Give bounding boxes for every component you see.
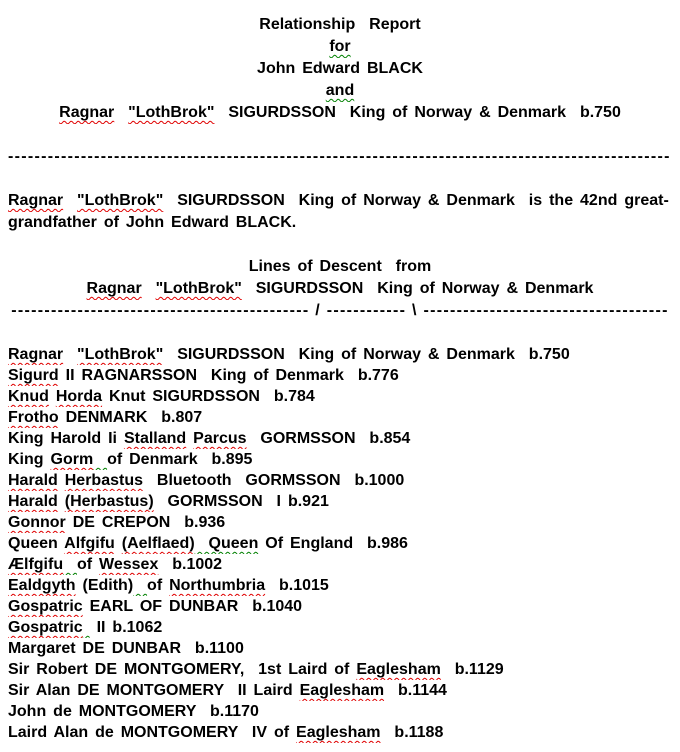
- text-segment: SIGURDSSON King of Norway & Denmark: [241, 280, 594, 297]
- blank-line: [8, 234, 672, 256]
- misspelled-word: "LothBrok": [128, 104, 215, 121]
- descent-lines-list: [8, 344, 672, 743]
- text-segment: [58, 472, 65, 489]
- misspelled-word: Knud: [8, 388, 49, 405]
- grammar-flagged-text: [93, 451, 107, 468]
- text-segment: GORMSSON b.854: [246, 430, 411, 447]
- grammar-flagged-text: and: [325, 82, 355, 99]
- text-segment: Sir Alan DE MONTGOMERY II Laird: [8, 682, 300, 699]
- descent-line: [8, 596, 672, 617]
- grammar-flagged-text: [63, 556, 77, 573]
- title-line: [8, 14, 672, 36]
- grammar-flagged-text: [133, 577, 147, 594]
- text-segment: John de MONTGOMERY b.1170: [8, 703, 259, 720]
- descent-line: [8, 407, 672, 428]
- misspelled-word: Frotho: [8, 409, 59, 426]
- misspelled-word: Eaglesham: [296, 724, 381, 741]
- misspelled-word: Ragnar: [59, 104, 115, 121]
- misspelled-word: Harald: [8, 472, 58, 489]
- summary-line: [8, 212, 672, 234]
- text-segment: GORMSSON I b.921: [153, 493, 329, 510]
- misspelled-word: Horda: [55, 388, 103, 405]
- misspelled-word: (Aelflaed): [121, 535, 195, 552]
- text-segment: II RAGNARSSON King of Denmark b.776: [58, 367, 399, 384]
- text-segment: (Edith): [75, 577, 134, 594]
- text-segment: of: [76, 556, 100, 573]
- descent-split-rule: --------------------------------------------- / ------------ \ -------------------------------------: [11, 302, 669, 319]
- descent-line: [8, 428, 672, 449]
- misspelled-word: Ealdgyth: [8, 577, 76, 594]
- text-segment: Sir Robert DE MONTGOMERY, 1st Laird of: [8, 661, 357, 678]
- text-segment: grandfather of John Edward BLACK.: [8, 214, 297, 231]
- misspelled-word: (Herbastus): [64, 493, 154, 510]
- text-segment: [58, 493, 65, 510]
- summary-line: [8, 190, 672, 212]
- misspelled-word: Eaglesham: [356, 661, 441, 678]
- descent-line: [8, 365, 672, 386]
- misspelled-word: Wessex: [99, 556, 159, 573]
- descent-line: [8, 575, 672, 596]
- text-segment: b.1144: [384, 682, 447, 699]
- heading-line: [8, 256, 672, 278]
- text-segment: Queen: [8, 535, 65, 552]
- misspelled-word: Harald: [8, 493, 58, 510]
- text-segment: King: [8, 451, 51, 468]
- text-segment: [114, 104, 128, 121]
- descent-line: [8, 344, 672, 365]
- text-segment: Margaret DE DUNBAR b.1100: [8, 640, 244, 657]
- blank-line: [8, 322, 672, 344]
- text-segment: Bluetooth GORMSSON b.1000: [143, 472, 405, 489]
- title-line: [8, 36, 672, 58]
- text-segment: Of England b.986: [258, 535, 408, 552]
- text-segment: DE CREPON b.936: [65, 514, 226, 531]
- text-segment: [142, 280, 156, 297]
- text-segment: SIGURDSSON King of Norway & Denmark b.750: [214, 104, 621, 121]
- misspelled-word: Ragnar: [8, 192, 64, 209]
- text-segment: Laird Alan de MONTGOMERY IV of: [8, 724, 297, 741]
- text-segment: of Denmark b.895: [107, 451, 253, 468]
- descent-line: [8, 533, 672, 554]
- text-segment: SIGURDSSON King of Norway & Denmark b.750: [163, 346, 570, 363]
- descent-line: [8, 491, 672, 512]
- text-segment: of: [147, 577, 170, 594]
- text-segment: John Edward BLACK: [257, 60, 423, 77]
- text-segment: King Harold Ii: [8, 430, 124, 447]
- misspelled-word: Gorm: [50, 451, 94, 468]
- descent-line: [8, 680, 672, 701]
- misspelled-word: Stalland: [123, 430, 187, 447]
- text-segment: b.1129: [440, 661, 504, 678]
- text-segment: b.1015: [265, 577, 329, 594]
- text-segment: [49, 388, 56, 405]
- descent-line: [8, 659, 672, 680]
- text-segment: [63, 346, 77, 363]
- blank-line: [8, 168, 672, 190]
- text-segment: b.1188: [380, 724, 444, 741]
- grammar-flagged-text: for: [329, 38, 351, 55]
- horizontal-rule-dashes: ----------------------------------------------------------------------------------------------------: [8, 148, 671, 165]
- descent-line: [8, 701, 672, 722]
- text-segment: DENMARK b.807: [58, 409, 203, 426]
- descent-line: [8, 617, 672, 638]
- misspelled-word: Northumbria: [169, 577, 266, 594]
- text-segment: SIGURDSSON King of Norway & Denmark is the 42nd great-: [163, 192, 669, 209]
- text-segment: [115, 535, 122, 552]
- text-segment: b.1002: [158, 556, 223, 573]
- misspelled-word: "LothBrok": [77, 192, 164, 209]
- descent-line: [8, 554, 672, 575]
- misspelled-word: Gonnor: [8, 514, 66, 531]
- misspelled-word: Ælfgifu: [8, 556, 64, 573]
- lines-of-descent-heading: [8, 256, 672, 300]
- text-segment: II b.1062: [89, 619, 163, 636]
- text-segment: EARL OF DUNBAR b.1040: [82, 598, 303, 615]
- misspelled-word: Eaglesham: [299, 682, 385, 699]
- text-segment: [63, 192, 77, 209]
- title-line: [8, 80, 672, 102]
- misspelled-word: Gospatric: [8, 619, 83, 636]
- text-segment: Lines of Descent from: [248, 258, 432, 275]
- relationship-summary-paragraph: [8, 190, 672, 234]
- descent-line: [8, 386, 672, 407]
- misspelled-word: Gospatric: [8, 598, 83, 615]
- misspelled-word: Parcus: [193, 430, 247, 447]
- descent-line: [8, 638, 672, 659]
- text-segment: Relationship Report: [259, 16, 421, 33]
- misspelled-word: Ragnar: [8, 346, 64, 363]
- title-line: [8, 58, 672, 80]
- misspelled-word: "LothBrok": [77, 346, 164, 363]
- text-segment: Knut SIGURDSSON b.784: [102, 388, 315, 405]
- grammar-flagged-text: Queen: [194, 535, 259, 552]
- descent-line: [8, 470, 672, 491]
- descent-line: [8, 512, 672, 533]
- heading-line: [8, 278, 672, 300]
- misspelled-word: Alfgifu: [64, 535, 115, 552]
- report-title-block: [8, 14, 672, 124]
- descent-line: [8, 449, 672, 470]
- misspelled-word: Sigurd: [8, 367, 59, 384]
- grammar-flagged-text: [83, 619, 90, 636]
- descent-line: [8, 722, 672, 743]
- title-line: [8, 102, 672, 124]
- misspelled-word: Ragnar: [86, 280, 142, 297]
- blank-line: [8, 124, 672, 146]
- misspelled-word: "LothBrok": [155, 280, 242, 297]
- misspelled-word: Herbastus: [64, 472, 143, 489]
